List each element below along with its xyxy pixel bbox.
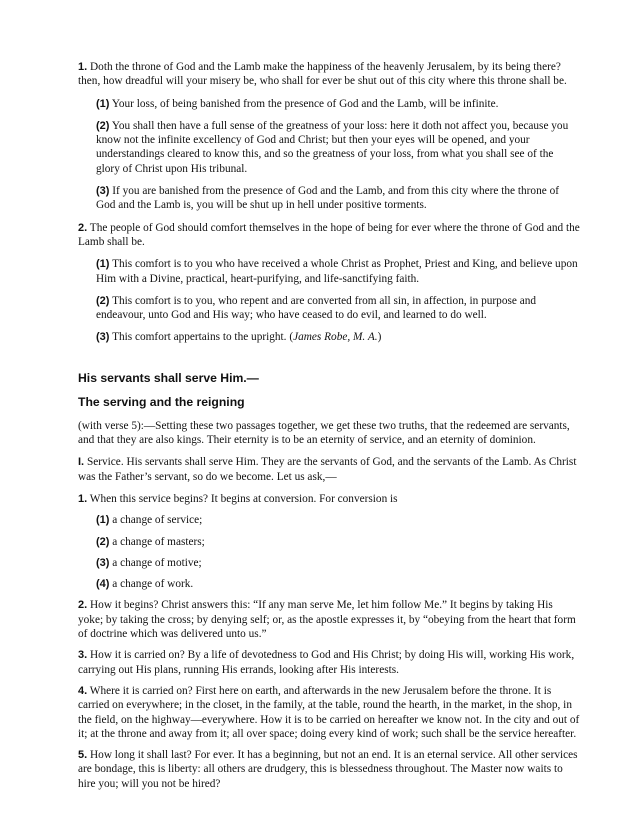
question-text: Where it is carried on? First here on earth, and afterwards in the new Jerusalem before the throne. It is carried on everywhere; in the closet, in the family, at the table, round the hearth, in the market, in the shop, in the field, on the highway—everywhere. How it is to be carried on hereafter we know not. In the city and out of it; at the throne and away from it; all over space; doing every kind of work; such shall be the service hereafter. xyxy=(78,684,580,740)
subpoint-2-1 xyxy=(96,257,580,286)
subpoint-1-3 xyxy=(96,184,580,213)
subpoint-text: This comfort is to you who have received a whole Christ as Prophet, Priest and King, and believe upon Him with a Divine, practical, heart-purifying, and life-sanctifying faith. xyxy=(96,258,578,285)
paragraph-number: 1. xyxy=(78,61,88,73)
change-text: a change of motive; xyxy=(109,556,202,569)
section-service xyxy=(78,455,580,484)
citation-close: ) xyxy=(377,331,382,344)
question-text: How long it shall last? For ever. It has a beginning, but not an end. It is an eternal service. All other services are bondage, this is liberty: all others are drudgery, this is blessedness throughout. The Master now waits to hire you; will you not be hired? xyxy=(78,749,578,790)
paragraph-number: 2. xyxy=(78,221,88,234)
section-number: I. xyxy=(78,456,85,469)
paragraph-1 xyxy=(78,60,580,89)
change-number: (1) xyxy=(96,514,110,527)
subpoint-text: If you are banished from the presence of God and the Lamb, and from this city where the throne of God and the Lamb is, you will be shut up in hell under positive torments. xyxy=(96,185,559,212)
question-number: 4. xyxy=(78,684,88,697)
change-item-2 xyxy=(96,535,580,549)
subpoint-2-3 xyxy=(96,330,580,344)
section-heading: His servants shall serve Him.— xyxy=(78,370,259,385)
question-2 xyxy=(78,598,580,641)
question-number: 5. xyxy=(78,749,88,762)
paragraph-text: Doth the throne of God and the Lamb make the happiness of the heavenly Jerusalem, by its being there? then, how dreadful will your misery be, who shall for ever be shut out of this city where this throne shall be. xyxy=(78,61,567,88)
subpoint-number: (1) xyxy=(96,258,110,271)
paragraph-text: The people of God should comfort themselves in the hope of being for ever where the throne of God and the Lamb shall be. xyxy=(78,221,580,248)
question-1 xyxy=(78,492,580,506)
question-number: 3. xyxy=(78,649,88,662)
subpoint-number: (2) xyxy=(96,119,110,132)
subpoint-number: (3) xyxy=(96,331,110,344)
change-item-3 xyxy=(96,556,580,570)
subpoint-number: (2) xyxy=(96,294,110,307)
change-text: a change of work. xyxy=(109,578,194,591)
change-item-1 xyxy=(96,513,580,527)
change-text: a change of service; xyxy=(109,514,203,527)
change-number: (3) xyxy=(96,556,110,569)
section-text: Service. His servants shall serve Him. They are the servants of God, and the servants of the Lamb. As Christ was the Father’s servant, so do we become. Let us ask,— xyxy=(78,456,577,483)
subpoint-1-1 xyxy=(96,97,580,111)
change-number: (2) xyxy=(96,535,110,548)
question-text: How it begins? Christ answers this: “If any man serve Me, let him follow Me.” It begins by taking His yoke; by taking the cross; by denying self; or, as the apostle expresses it, by “obeying from the heart that form of doctrine which was delivered unto us.” xyxy=(78,599,576,641)
question-5 xyxy=(78,748,580,791)
paragraph-2 xyxy=(78,221,580,250)
subpoint-text: You shall then have a full sense of the greatness of your loss: here it doth not affect you, because you know not the infinite excellency of God and Christ; but then your eyes will be opened, and your understandings cleared to know this, and so the greatness of your loss, from what you shall see of the glory of Christ upon His tribunal. xyxy=(96,119,569,175)
subpoint-text: This comfort is to you, who repent and are converted from all sin, in affection, in purpose and endeavour, unto God and His way; who have ceased to do evil, and learned to do well. xyxy=(96,294,537,322)
question-3 xyxy=(78,648,580,677)
question-number: 2. xyxy=(78,599,88,612)
change-item-4 xyxy=(96,577,580,591)
subpoint-2-2 xyxy=(96,294,580,323)
question-4 xyxy=(78,684,580,741)
question-text: How it is carried on? By a life of devotedness to God and His Christ; by doing His will, working His work, carrying out His plans, running His errands, looking after His interests. xyxy=(78,649,575,676)
change-number: (4) xyxy=(96,578,110,591)
intro-paragraph: (with verse 5):—Setting these two passages together, we get these two truths, that the redeemed are servants, and that they are also kings. Their eternity is to be an eternity of service, and an eternity of dominion. xyxy=(78,419,570,447)
question-number: 1. xyxy=(78,492,88,505)
subpoint-number: (1) xyxy=(96,97,110,110)
subpoint-text: This comfort appertains to the upright. ( xyxy=(109,331,294,344)
question-text: When this service begins? It begins at conversion. For conversion is xyxy=(87,492,398,505)
subpoint-text: Your loss, of being banished from the presence of God and the Lamb, will be infinite. xyxy=(109,97,499,110)
author-citation: James Robe, M. A. xyxy=(293,331,378,344)
change-text: a change of masters; xyxy=(109,535,205,548)
subpoint-number: (3) xyxy=(96,185,110,198)
section-subheading: The serving and the reigning xyxy=(78,394,245,409)
subpoint-1-2 xyxy=(96,119,580,176)
